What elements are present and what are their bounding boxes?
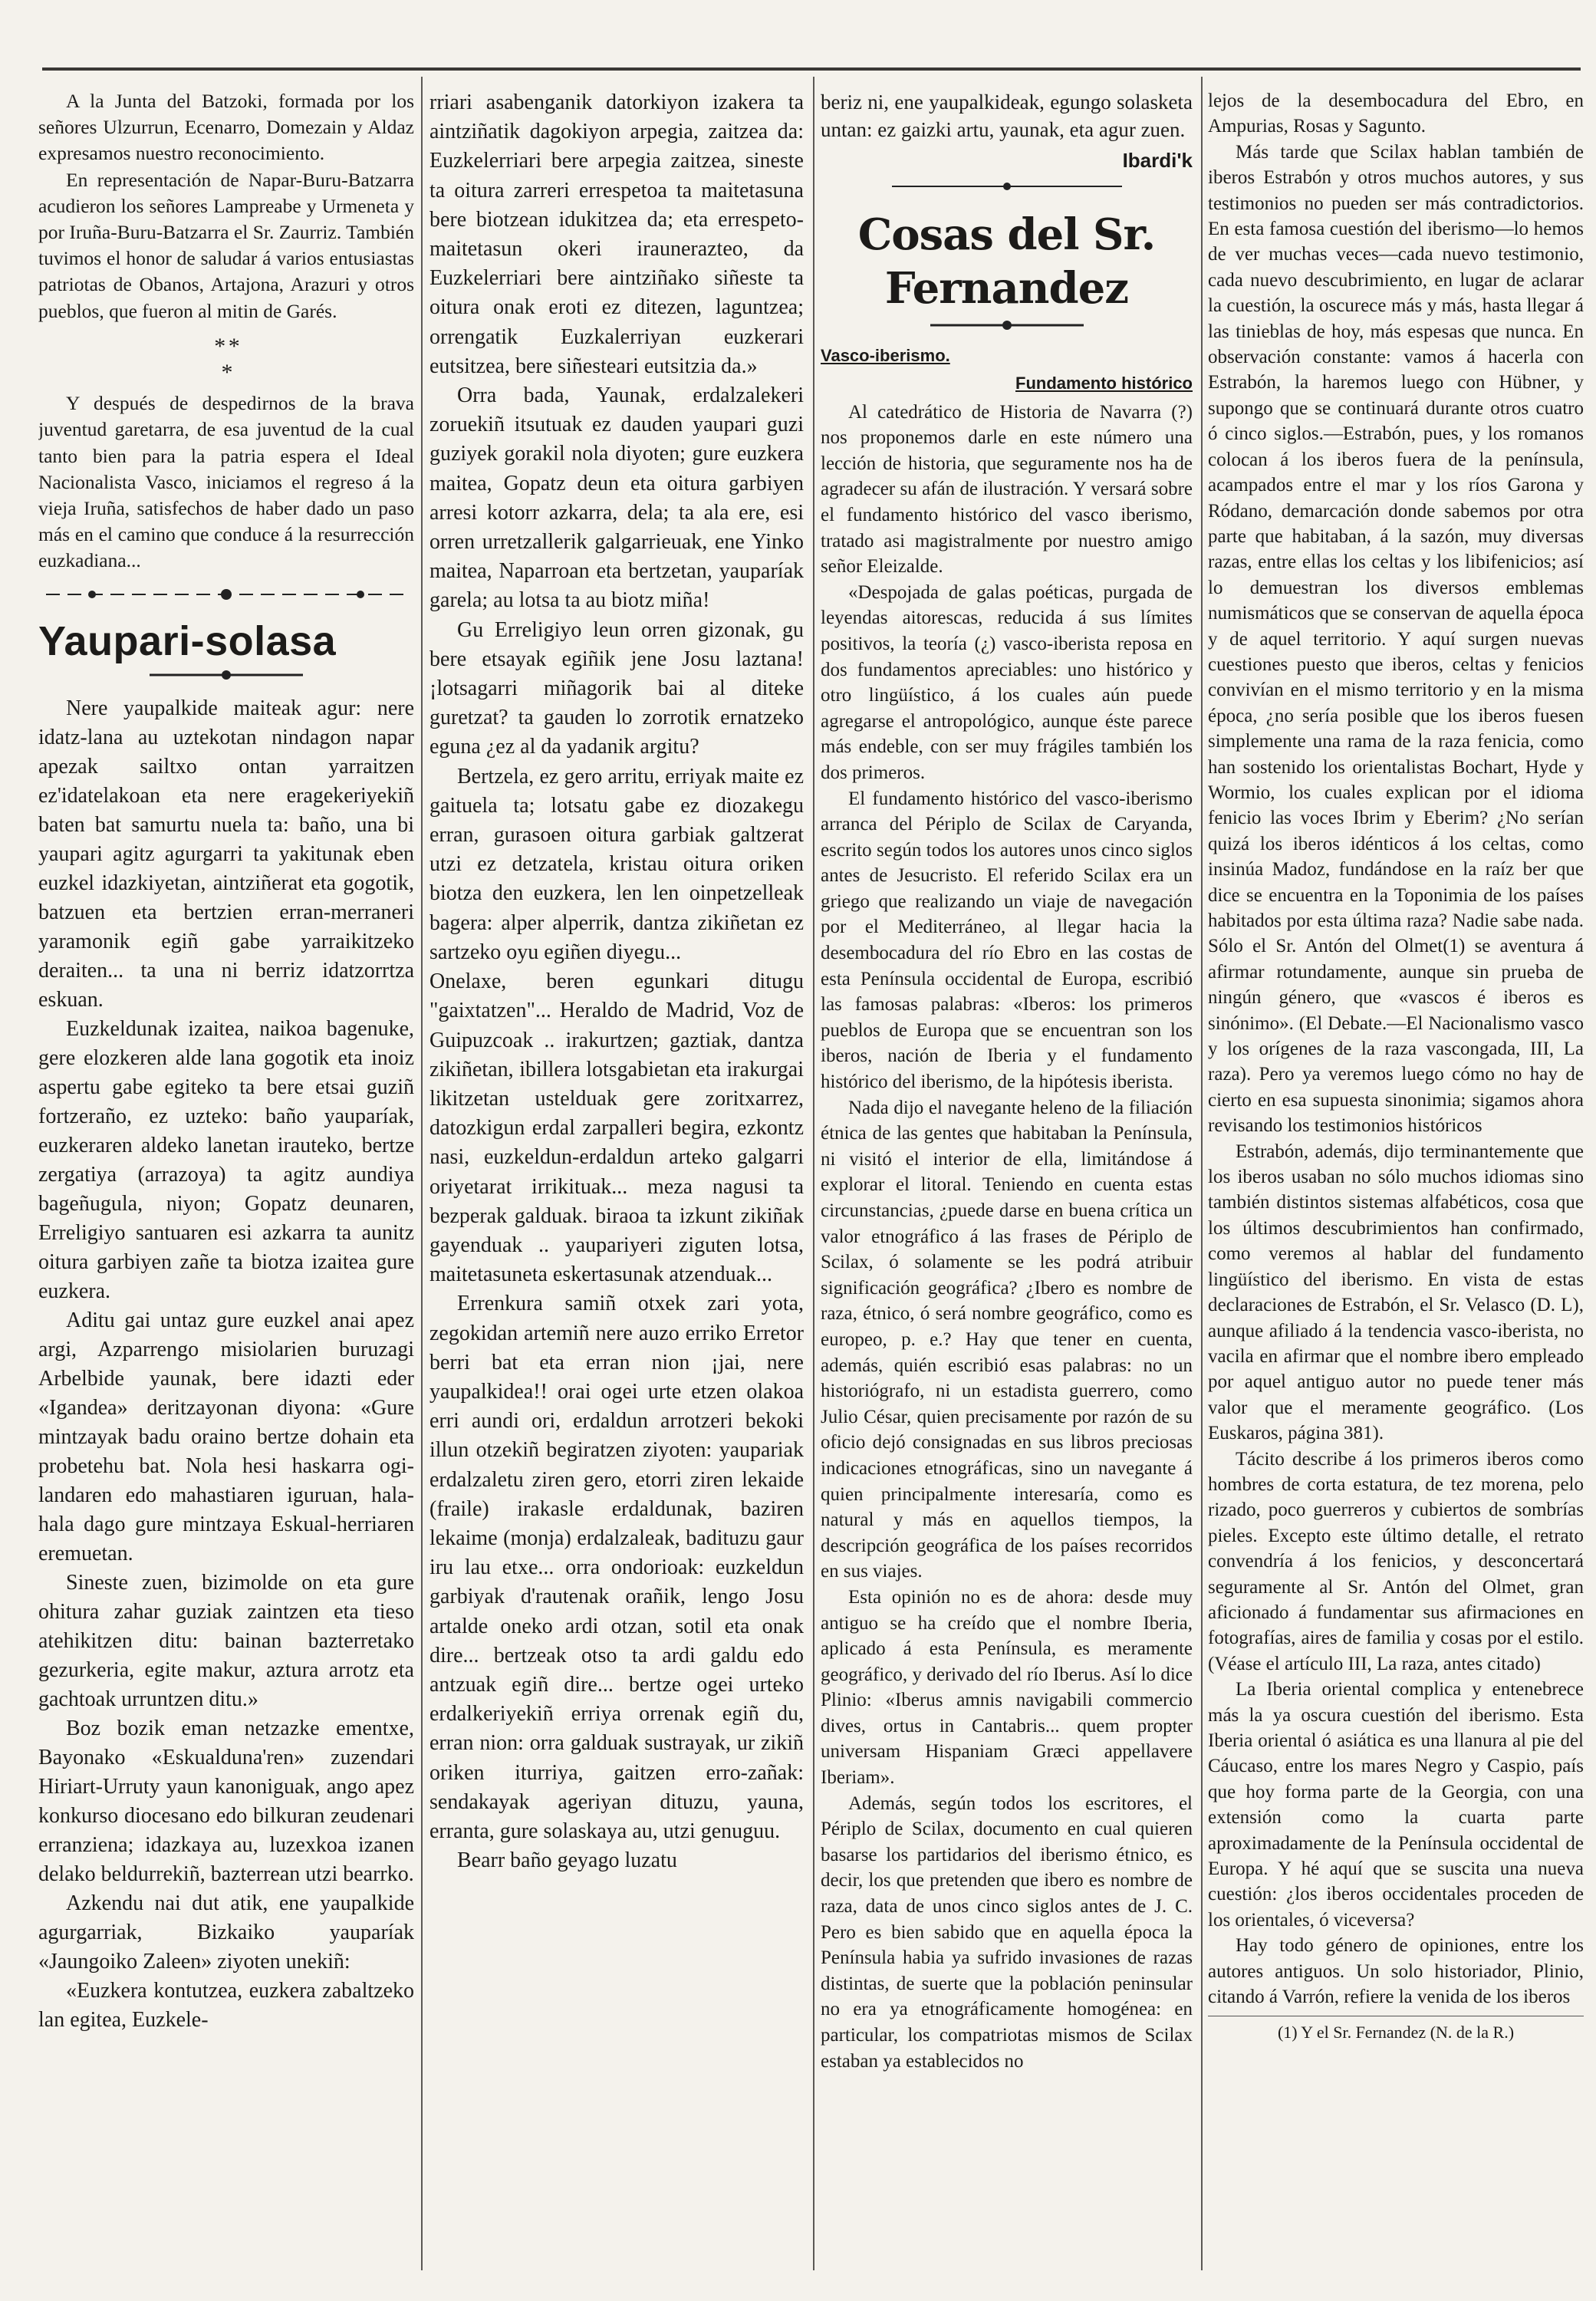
section-subheading: Vasco-iberismo. (821, 345, 950, 365)
paragraph: El fundamento histórico del vasco-iberismo arranca del Périplo de Scilax de Caryanda, escrito según todos los autores unos cinco siglos antes de Jesucristo. El referido Scilax era un griego que realizando un viaje de navegación por el Mediterráneo, al llegar hacia la desembocadura del río Ebro en las costas de esta Península occidental de Europa, escribió las famosas palabras: «Iberos: los primeros pueblos de Europa que se encuentran son los iberos, nación de Iberia y el fundamento histórico del iberismo, de la hipótesis iberista. (821, 788, 1193, 1093)
column-divider (421, 77, 423, 2270)
paragraph: Además, según todos los escritores, el Périplo de Scilax, documento en cual quieren basarse los partidarios del iberismo étnico, es decir, los que pretenden que ibero es nombre de raza, data de unos cinco siglos antes de J. C. Pero es bien sabido que en aquella época la Península habia ya sufrido invasiones de razas distintas, de suerte que la población peninsular no era ya etnográficamente homogénea: en particular, los compatriotas mismos de Scilax estaban ya establecidos no (821, 1792, 1193, 2072)
column-divider (1201, 77, 1203, 2270)
top-rule (42, 67, 1581, 71)
paragraph: lejos de la desembocadura del Ebro, en Ampurias, Rosas y Sagunto. (1208, 91, 1584, 137)
article-headline: Cosas del Sr. Fernandez (857, 209, 1156, 314)
paragraph: «Despojada de galas poéticas, purgada de leyendas aitorescas, reducida á sus límites positivos, la teoría (¿) vasco-iberista reposa en dos fundamentos apreciables: uno histórico y otro lingüístico, á los cuales aún puede agregarse el antropológico, aunque éste parece más endeble, con ser muy frágiles también los dos primeros. (821, 581, 1193, 783)
article-headline: Yaupari-solasa (38, 617, 337, 664)
paragraph: Onelaxe, beren egunkari ditugu "gaixtatzen"... Heraldo de Madrid, Voz de Guipuzcoak .. irakurtzen; gaztiak, dantza zikiñetan, ibillera lotsgabietan eta irakurgai likitzetan ustelduak gere zoritxarrez, datozkigun erdal zarpalleri begira, ezkontz nasi, euzkeldun-erdaldun arteko galgarri oriyetarat irrikituak... meza nagusi ta bezperak galduak. biraoa ta izkunt zikiñak gayenduak .. yaupariyeri ziguten lotsa, maitetasuneta eskertasunak atzenduak... (429, 969, 804, 1287)
column-1 (38, 88, 414, 2282)
paragraph: Euzkeldunak izaitea, naikoa bagenuke, gere elozkeren alde lana gogotik eta inoiz aspertu gabe egiteko ta bere etsai guziñ fortzeraño, ez uzteko: baño yauparíak, euzkeraren aldeko lanetan irauteko, bertze zergatiya (arrazoya) ta agitz aundiya bageñugula, niyon; Gopatz deunaren, Erreligiyo santuaren esi azkarra ta aunitz oitura garbiyen zañe ta biotza izaitea gure euzkera. (38, 1016, 414, 1303)
asterism: * * * (214, 333, 239, 386)
paragraph: Aditu gai untaz gure euzkel anai apez argi, Azparrengo misiolarien buruzagi Arbelbide yaunak, bere idazti eder «Igandea» deritzayonan diyona: «Gure mintzayak badu oraino bertze dohain eta probetehu bat. Nola hesi haskarra ogi-landaren edo mahastiaren iguruan, hala-hala dago gure mintzaya Eskual-herriaren eremuetan. (38, 1308, 414, 1565)
ornament-divider (821, 179, 1193, 199)
paragraph: Tácito describe á los primeros iberos como hombres de corta estatura, de tez morena, pelo rizado, poco guerreros y cubiertos de sombrías pieles. Excepto este último detalle, el retrato convendría á los fenicios, y desconcertará seguramente al Sr. Antón del Olmet, gran aficionado á fundamentar sus afirmaciones en fotografías, aires de familia y cosas por el estilo. (Véase el artículo III, La raza, antes citado) (1208, 1448, 1584, 1674)
paragraph: La Iberia oriental complica y entenebrece más la ya oscura cuestión del iberismo. Esta Iberia oriental ó asiática es una llanura al pie del Cáucaso, entre los mares Negro y Caspio, país que hoy forma parte de la Georgia, con una extensión como la cuarta parte aproximadamente de la Península occidental de Europa. Y hé aquí que se suscita una nueva cuestión: ¿los iberos occidentales proceden de los orientales, ó viceversa? (1208, 1679, 1584, 1931)
paragraph: Nada dijo el navegante heleno de la filiación étnica de las gentes que habitaban la Península, ni visitó el interior de ella, limitándose á explorar el litoral. Teniendo en cuenta estas circunstancias, ¿puede darse en buena crítica un valor etnográfico á las frases de Périplo de Scilax, ó solamente se les podrá atribuir significación geográfica? ¿Ibero es nombre de raza, étnico, ó será nombre geográfico, como es europeo, p. e.? Hay que tener en cuenta, además, quién escribió esas palabras: no un historiógrafo, ni un estadista guerrero, como Julio César, quien precisamente por razón de su oficio dejó consignadas en sus libros preciosas indicaciones etnográficas, sino un navegante á quien principalmente interesaría, como es natural y más en aquellos tiempos, la descripción geográfica de los países recorridos en sus viajes. (821, 1097, 1193, 1582)
paragraph: rriari asabenganik datorkiyon izakera ta aintziñatik dagokiyon arpegia, zaitzea da: Euzkelerriari bere arpegia zaitzea, sineste ta oitura zarreri errespetoa ta maitetasuna bere biotzean idukitzea da; eta errespeto-maitetasun okeri iraunerazteo, da Euzkelerriari bere aintziñako siñeste ta oitura onak eroti ez ditezen, laguntzea; orrengatik Euzkalerriyan euzkerari eutsitzea, bere siñesteari eutsitzia da.» (429, 91, 804, 378)
paragraph: Azkendu nai dut atik, ene yaupalkide agurgarriak, Bizkaiko yauparíak «Jaungoiko Zaleen» ziyoten unekiñ: (38, 1891, 414, 1973)
paragraph: Nere yaupalkide maiteak agur: nere idatz-lana au uztekotan nindagon napar apezak sailtxo ontan yarraitzen ez'idatelakoan eta nere eragekeriyekiñ baten bat samurtu nuela ta: baño, una bi yaupari agitz agurgarri ta yakitunak eben euzkel idazkiyetan, aintziñerat eta gogotik, batzuen eta bertzien erran-merraneri yaramonik egiñ gabe yarraikitzeko deraiten... ta una ni berriz idatzorrtza eskuan. (38, 696, 414, 1012)
paragraph: Gu Erreligiyo leun orren gizonak, gu bere etsayak egiñik jene Josu laztana! ¡lotsagarri miñagorik bai al diteke guretzat? ta gauden lo zorrotik ernatzeko eguna ¿ez al da yadanik argitu? (429, 617, 804, 759)
paragraph: Esta opinión no es de ahora: desde muy antiguo se ha creído que el nombre Iberia, aplicado á esta Península, es meramente geográfico, y derivado del río Iberus. Así lo dice Plinio: «Iberus amnis navigabili commercio dives, ortus in Cantabris... quem propter universam Hispaniam Græci appellavere Iberiam». (821, 1586, 1193, 1789)
paragraph: Orra bada, Yaunak, erdalzalekeri zoruekiñ itsutuak ez dauden yaupari guzi guziyek gorakil nola diyoten; gure euzkera maitea, Gopatz deun eta oitura garbiyen arresi kotorr azkarra, dela; ta ala ere, esi orren urretzallerik galgarrieuak, ene Yinko maitea, Naparroan eta bertzetan, yauparíak garela; au lotsa ta au biotz miña! (429, 384, 804, 613)
paragraph: Al catedrático de Historia de Navarra (?) nos proponemos darle en este número una lección de historia, que seguramente nos ha de agradecer su afán de ilustración. Y versará sobre el fundamento histórico del vasco iberismo, tratado asi magistralmente por nuestro amigo señor Eleizalde. (821, 401, 1193, 578)
paragraph: Boz bozik eman netzazke ementxe, Bayonako «Eskualduna'ren» zuzendari Hiriart-Urruty yaun kanoniguak, ango apez konkurso diocesano edo bilkuran zeudenari erranziena; idazkaya au, luzexkoa izanen delako beldurrekiñ, bazterrean utzi bearrko. (38, 1716, 414, 1886)
paragraph: Más tarde que Scilax hablan también de iberos Estrabón y otros muchos autores, y sus testimonios no pueden ser más contradictorios. En esta famosa cuestión del iberismo—lo hemos de ver muchas veces—cada nuevo testimonio, cada nuevo descubrimiento, en lugar de aclarar la cuestión, la oscurece más y más, hasta llegar á las tinieblas de hoy, más espesas que nunca. En observación constante: vamos á hacerla con Estrabón, la haremos luego con Hübner, y supongo que se continuará durante otros cuatro ó cinco siglos.—Estrabón, pues, y los romanos colocan á los iberos fuera de la península, acampados entre el mar y los ríos Garona y Ródano, demarcación donde sabemos por otra parte que habitaban, á la sazón, muy diversas razas, entre ellas los celtas y los libifenicios; así lo demuestran los diversos emblemas numismáticos que se conservan de aquella época y de aquel territorio. Y aquí surgen nuevas cuestiones puesto que iberos, celtas y fenicios convivían en el mismo territorio y en la misma época, ¿no sería posible que los iberos fuesen simplemente una rama de la raza fenicia, como han sostenido los orientalistas Bochart, Hyde y Wormio, los cuales explican por el idioma fenicio las voces Ibrim y Eberim? ¿No serían quizá los iberos idénticos á los celtas, como insinúa Madoz, fundándose en la raíz ber que dice se encuentra en la Toponimia de los países habitados por esta última raza? Nadie sabe nada. Sólo el Sr. Antón del Olmet(1) se aventura á afirmar rotundamente, aunque sin prueba de ningún género, que «vascos é iberos es sinónimo». (El Debate.—El Nacionalismo vasco y los orígenes de la raza vascongada, III, La raza). Pero ya veremos luego cómo no hay de cierto en esa supuesta sinonimia; sigamos ahora revisando los testimonios históricos (1208, 141, 1584, 1137)
paragraph: Errenkura samiñ otxek zari yota, zegokidan artemiñ nere auzo erriko Erretor berri bat eta erran nion ¡jai, nere yaupalkidea!! orai ogei urte etzen olakoa erri aundi ori, erdaldun arrotzeri bekoki illun otzekiñ begiratzen ziyoten: yaupariak erdalzaletu ziren gero, etorri ziren lekaide (fraile) irakasle erdaldunak, baziren lekaime (monja) erdalzaleak, badituzu gaur iru lau etxe... orra ondorioak: euzkeldun garbiyak d'rautenak orañik, lengo Josu artalde oneko ardi otzan, sotil eta onak dire... bertzeak otso ta ardi galdu edo antzuak egiñ dire... bertze ogei urteko erdalkeriyekiñ erriya orrenak egiñ du, erran nion: orra galduak sustrayak, ur zikiñ oriken iturriya, gaitzen erro-zañak: sendakayak ageriyan dituzu, yauna, erranta, gure solaskaya au, utzi genuguu. (429, 1292, 804, 1843)
signature: Ibardi'k (1122, 149, 1193, 172)
ornament-divider (821, 320, 1193, 332)
paragraph: Y después de despedirnos de la brava juventud garetarra, de esa juventud de la cual tanto bien para la patria espera el Ideal Nacionalista Vasco, iniciamos el regreso á la vieja Iruña, satisfechos de haber dado un paso más en el camino que conduce á la resurrección euzkadiana... (38, 392, 414, 572)
ornament-divider (38, 585, 414, 605)
column-3 (821, 88, 1193, 2282)
column-4 (1208, 88, 1584, 2282)
paragraph: En representación de Napar-Buru-Batzarra acudieron los señores Lampreabe y Urmeneta y por Iruña-Buru-Batzarra el Sr. Zaurriz. También tuvimos el honor de saludar á varios entusiastas patriotas de Obanos, Artajona, Arazuri y otros pueblos, que fueron al mitin de Garés. (38, 168, 414, 322)
column-2 (429, 88, 804, 2282)
column-divider (813, 77, 814, 2270)
paragraph: beriz ni, ene yaupalkideak, egungo solasketa untan: ez gaizki artu, yaunak, eta agur zuen. (821, 91, 1193, 141)
paragraph: Sineste zuen, bizimolde on eta gure ohitura zahar guziak zaintzen eta tieso atehikitzen ditu: bainan bazterretako gezurkeria, egite makur, aztura arrotz eta gachtoak urruntzen ditu.» (38, 1570, 414, 1711)
section-subheading: Fundamento histórico (1015, 373, 1193, 393)
paragraph: Bearr baño geyago luzatu (457, 1848, 677, 1873)
paragraph: A la Junta del Batzoki, formada por los señores Ulzurrun, Ecenarro, Domezain y Aldaz expresamos nuestro reconocimiento. (38, 90, 414, 165)
paragraph: Hay todo género de opiniones, entre los autores antiguos. Un solo historiador, Plinio, citando á Varrón, refiere la venida de los iberos (1208, 1935, 1584, 2008)
paragraph: Estrabón, además, dijo terminantemente que los iberos usaban no sólo muchos idiomas sino también distintos sistemas alfabéticos, cosa que los últimos descubrimientos han confirmado, como veremos al hablar del fundamento lingüístico del iberismo. En vista de estas declaraciones de Estrabón, el Sr. Velasco (D. L), aunque afiliado á la tendencia vasco-iberista, no vacila en afirmar que el nombre ibero empleado por aquel antiguo autor no puede tener más valor que el meramente geográfico. (Los Euskaros, página 381). (1208, 1141, 1584, 1444)
ornament-divider (38, 670, 414, 682)
footnote: (1) Y el Sr. Fernandez (N. de la R.) (1208, 2016, 1584, 2044)
paragraph: «Euzkera kontutzea, euzkera zabaltzeko lan egitea, Euzkele- (38, 1978, 414, 2032)
paragraph: Bertzela, ez gero arritu, erriyak maite ez gaituela ta; lotsatu gabe ez diozakegu erran, gurasoen oitura garbiak galtzerat utzi ez detzatela, kristau oitura oriken biotza den euzkera, len len oinpetzelleak bagera: alper alperrik, dantza zikiñetan ez sartzeko oyu egiñen diyegu... (429, 764, 804, 964)
